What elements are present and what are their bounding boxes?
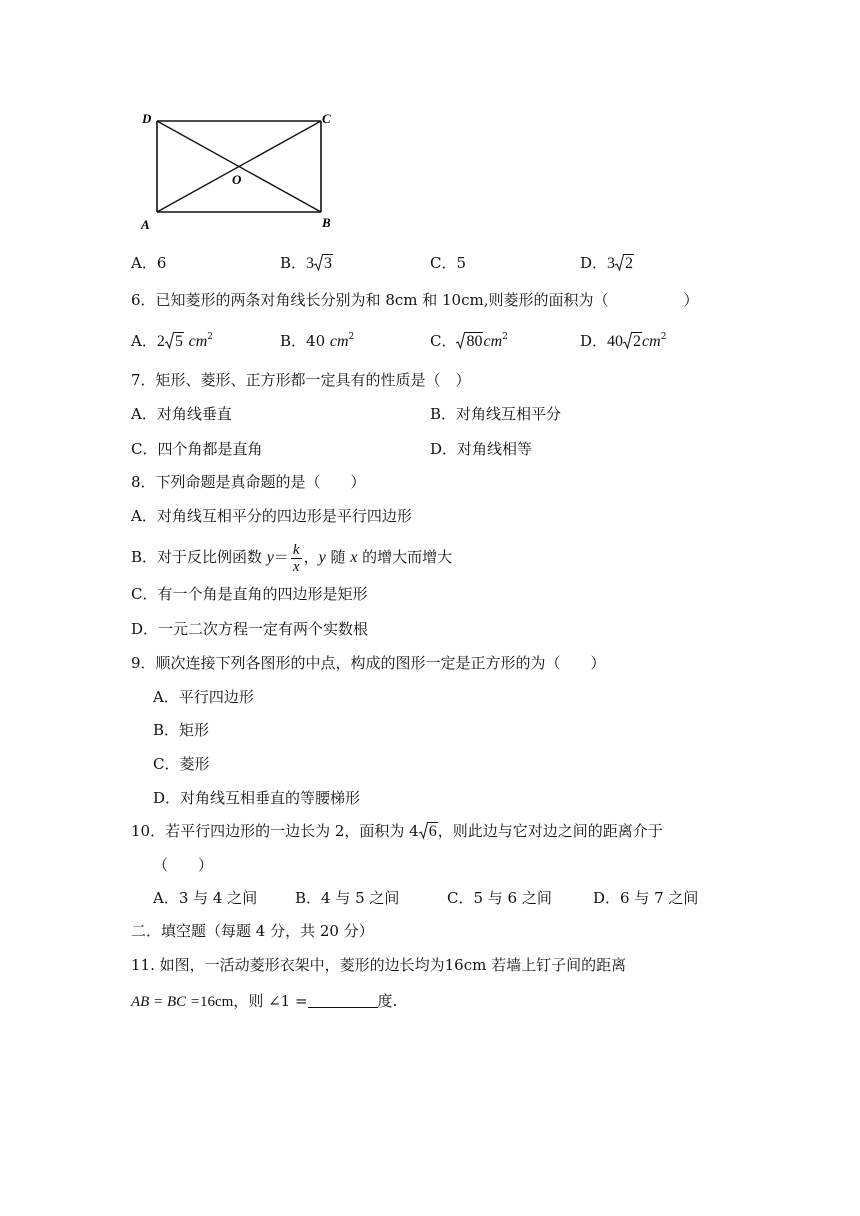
q8-equals: ＝	[273, 548, 289, 566]
q9-option-c: C．菱形	[153, 755, 210, 773]
sqrt-icon	[615, 254, 624, 272]
q10-option-d: D．6 与 7 之间	[593, 889, 699, 907]
q10-stem-text-end: ，则此边与它对边之间的距离介于	[437, 822, 663, 840]
q10-stem	[131, 821, 663, 842]
q7-option-c: C．四个角都是直角	[131, 440, 263, 458]
q5-option-d-radicand: 2	[625, 255, 634, 272]
q8-text-end: 的增大而增大	[357, 548, 453, 566]
q8-text-mid: 随	[325, 548, 351, 566]
label-b: B	[322, 215, 331, 230]
q8-var-x: x	[350, 549, 358, 566]
q5-option-c: C．5	[430, 254, 467, 272]
q6-option-c-label: C．	[430, 332, 457, 350]
q11-line2	[131, 991, 397, 1012]
label-o: O	[232, 172, 242, 187]
q5-option-b-radicand: 3	[324, 255, 333, 272]
q6-option-d-coef: 40	[607, 333, 624, 350]
q6-option-d-label: D．	[580, 332, 608, 350]
q6-stem: 6．已知菱形的两条对角线长分别为和 8cm 和 10cm,则菱形的面积为（ ）	[131, 291, 699, 309]
q6-option-c-radicand: 80	[466, 333, 483, 350]
fraction-k-over-x	[291, 542, 302, 575]
q10-stem-text: 10．若平行四边形的一边长为 2，面积为 4	[131, 822, 419, 840]
q6-option-b-unit: cm	[329, 333, 349, 350]
q6-option-b-exponent: 2	[348, 332, 355, 342]
q8-option-b	[131, 538, 452, 576]
sqrt-icon	[419, 822, 428, 840]
q6-option-a-label: A．	[131, 332, 157, 350]
q10-radicand: 6	[428, 823, 437, 840]
answer-blank[interactable]	[308, 993, 378, 1008]
q7-stem: 7．矩形、菱形、正方形都一定具有的性质是（ ）	[131, 371, 471, 389]
q6-option-b-label: B．40	[280, 332, 330, 350]
q11-text-end: 度.	[377, 992, 398, 1010]
q6-option-a-exponent: 2	[207, 332, 214, 342]
q10-option-a: A．3 与 4 之间	[153, 889, 258, 907]
q9-option-d: D．对角线互相垂直的等腰梯形	[153, 789, 361, 807]
fraction-denominator: x	[292, 558, 300, 575]
sqrt-icon	[314, 254, 323, 272]
q5-option-b-label: B．	[280, 254, 307, 272]
q10-answer-paren: （ ）	[153, 856, 214, 874]
q11-math-expr: AB = BC =	[131, 994, 200, 1010]
q9-stem: 9．顺次连接下列各图形的中点，构成的图形一定是正方形的为（ ）	[131, 654, 606, 672]
q6-option-c-exponent: 2	[502, 332, 508, 342]
q8-comma: ，	[303, 548, 319, 566]
section-heading: 二．填空题（每题 4 分，共 20 分）	[131, 922, 374, 940]
q8-stem: 8．下列命题是真命题的是（ ）	[131, 473, 366, 491]
q6-option-d-unit: cm	[642, 333, 661, 350]
q7-option-b: B．对角线互相平分	[430, 405, 562, 423]
q7-option-d: D．对角线相等	[430, 440, 533, 458]
q6-option-c	[430, 331, 508, 352]
fraction-numerator: k	[292, 541, 300, 558]
rectangle-figure	[135, 108, 345, 232]
q8-option-b-text: B．对于反比例函数	[131, 548, 267, 566]
q8-option-a: A．对角线互相平分的四边形是平行四边形	[131, 507, 412, 525]
label-a: A	[141, 217, 150, 232]
q5-option-d	[580, 253, 634, 274]
q9-option-b: B．矩形	[153, 721, 210, 739]
q6-option-d	[580, 331, 666, 352]
sqrt-icon	[623, 332, 632, 350]
q5-option-d-label: D．	[580, 254, 608, 272]
q5-option-b	[280, 253, 333, 274]
q8-option-c: C．有一个角是直角的四边形是矩形	[131, 585, 368, 603]
q8-var-y2: y	[318, 549, 326, 566]
label-c: C	[322, 111, 331, 126]
q11-line1: 11. 如图，一活动菱形衣架中，菱形的边长均为16cm 若墙上钉子间的距离	[131, 956, 627, 974]
q11-value: 16cm	[200, 994, 234, 1010]
q5-option-b-coef: 3	[306, 255, 315, 272]
q8-option-d: D．一元二次方程一定有两个实数根	[131, 620, 369, 638]
q7-option-a: A．对角线垂直	[131, 405, 232, 423]
q6-option-d-radicand: 2	[633, 333, 642, 350]
q11-text-mid: ，则 ∠1 =	[233, 992, 308, 1010]
q6-option-a-coef: 2	[156, 333, 165, 350]
label-d: D	[142, 111, 152, 126]
q5-option-a: A．6	[131, 254, 167, 272]
q10-option-b: B．4 与 5 之间	[295, 889, 400, 907]
q5-option-d-coef: 3	[607, 255, 616, 272]
q6-option-a	[131, 331, 213, 352]
q6-option-c-unit: cm	[483, 333, 503, 350]
q6-option-b	[280, 331, 354, 352]
q6-option-a-unit: cm	[188, 333, 208, 350]
q8-var-y: y	[266, 549, 274, 566]
q6-option-d-exponent: 2	[660, 332, 667, 342]
q9-option-a: A．平行四边形	[153, 688, 254, 706]
sqrt-icon	[165, 332, 174, 350]
q6-option-a-radicand: 5	[174, 333, 183, 350]
q10-option-c: C．5 与 6 之间	[447, 889, 552, 907]
